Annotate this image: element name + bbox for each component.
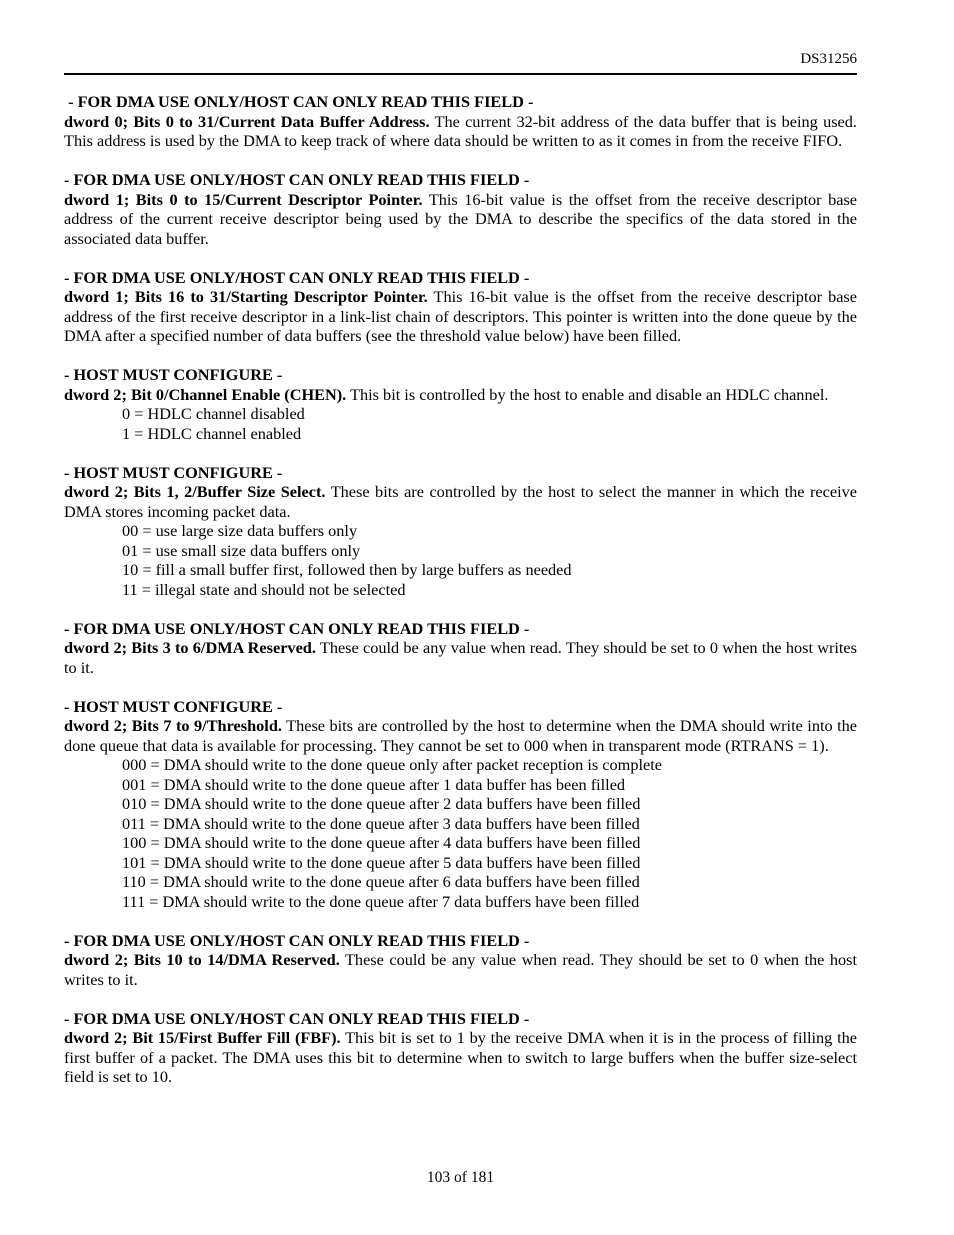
section-access-heading: - HOST MUST CONFIGURE - — [64, 462, 283, 482]
field-title: dword 2; Bit 15/First Buffer Fill (FBF). — [64, 1028, 341, 1047]
section-access-heading: - FOR DMA USE ONLY/HOST CAN ONLY READ THIS FIELD - — [64, 92, 534, 111]
field-description: These bits are controlled by the host to determine when the DMA should write into the done queue that data is available for processing. They cannot be set to 000 when in transparent mode (RTRANS = 1). — [64, 716, 857, 755]
field-paragraph — [64, 287, 857, 346]
field-section — [64, 619, 857, 678]
field-title: dword 1; Bits 0 to 15/Current Descriptor Pointer. — [64, 189, 423, 209]
value-list — [64, 404, 857, 443]
value-option: 001 = DMA should write to the done queue after 1 data buffer has been filled — [122, 774, 626, 794]
value-option: 110 = DMA should write to the done queue after 6 data buffers have been filled — [122, 872, 640, 891]
value-option: 00 = use large size data buffers only — [122, 521, 358, 540]
field-description: The current 32-bit address of the data buffer that is being used. This address is used by the DMA to keep track of where data should be written to as it comes in from the receive FIFO. — [64, 111, 857, 150]
field-paragraph — [64, 950, 857, 989]
field-paragraph — [64, 638, 857, 677]
field-description: This 16-bit value is the offset from the receive descriptor base address of the current receive descriptor being used by the DMA to describe the specifics of the data stored in the associated data buffer. — [64, 189, 858, 248]
field-section — [64, 268, 857, 346]
value-option: 0 = HDLC channel disabled — [122, 404, 305, 423]
field-paragraph — [64, 716, 857, 755]
field-description: This bit is controlled by the host to enable and disable an HDLC channel. — [350, 384, 829, 404]
page-number: 103 of 181 — [426, 1169, 495, 1186]
section-access-heading: - FOR DMA USE ONLY/HOST CAN ONLY READ THIS FIELD - — [64, 267, 530, 287]
section-access-heading: - FOR DMA USE ONLY/HOST CAN ONLY READ THIS FIELD - — [64, 618, 530, 638]
page-header — [64, 0, 857, 75]
field-paragraph — [64, 190, 857, 249]
field-description: These could be any value when read. They should be set to 0 when the host writes to it. — [64, 950, 857, 989]
field-section — [64, 1009, 857, 1087]
value-option: 101 = DMA should write to the done queue after 5 data buffers have been filled — [122, 852, 641, 872]
section-access-heading: - HOST MUST CONFIGURE - — [64, 365, 283, 384]
field-description: This bit is set to 1 by the receive DMA when it is in the process of filling the first buffer of a packet. The DMA uses this bit to determine when to switch to large buffers when the buffer size-select field is set to 10. — [64, 1028, 857, 1086]
field-title: dword 1; Bits 16 to 31/Starting Descriptor Pointer. — [64, 287, 428, 306]
value-option: 11 = illegal state and should not be selected — [122, 579, 406, 599]
value-option: 1 = HDLC channel enabled — [122, 423, 302, 443]
section-access-heading: - FOR DMA USE ONLY/HOST CAN ONLY READ THIS FIELD - — [64, 930, 530, 950]
value-option: 10 = fill a small buffer first, followed then by large buffers as needed — [122, 560, 572, 579]
section-access-heading: - HOST MUST CONFIGURE - — [64, 696, 283, 716]
field-description: These could be any value when read. They should be set to 0 when the host writes to it. — [64, 638, 857, 677]
field-title: dword 2; Bits 7 to 9/Threshold. — [64, 716, 282, 735]
field-paragraph — [64, 385, 857, 405]
field-title: dword 2; Bits 3 to 6/DMA Reserved. — [64, 638, 316, 657]
document-body — [64, 92, 857, 1087]
value-option: 000 = DMA should write to the done queue only after packet reception is complete — [122, 755, 662, 774]
value-list — [64, 521, 857, 599]
field-paragraph — [64, 112, 857, 151]
field-section — [64, 92, 857, 151]
field-section — [64, 697, 857, 912]
field-section — [64, 170, 857, 248]
value-list — [64, 755, 857, 911]
field-section — [64, 365, 857, 443]
field-description: This 16-bit value is the offset from the receive descriptor base address of the first receive descriptor in a link-list chain of descriptors. This pointer is written into the done queue by the DMA after a specified number of data buffers (see the threshold value below) have been filled. — [64, 287, 857, 345]
field-title: dword 2; Bits 1, 2/Buffer Size Select. — [64, 482, 326, 501]
field-title: dword 2; Bit 0/Channel Enable (CHEN). — [64, 384, 347, 404]
field-description: These bits are controlled by the host to select the manner in which the receive DMA stores incoming packet data. — [64, 482, 857, 521]
value-option: 010 = DMA should write to the done queue after 2 data buffers have been filled — [122, 794, 641, 813]
value-option: 100 = DMA should write to the done queue after 4 data buffers have been filled — [122, 833, 641, 852]
section-access-heading: - FOR DMA USE ONLY/HOST CAN ONLY READ THIS FIELD - — [64, 1008, 530, 1028]
document-id: DS31256 — [800, 51, 857, 67]
field-section — [64, 931, 857, 990]
value-option: 01 = use small size data buffers only — [122, 540, 361, 560]
value-option: 111 = DMA should write to the done queue after 7 data buffers have been filled — [122, 891, 640, 911]
field-section — [64, 463, 857, 600]
page-footer — [64, 1168, 857, 1187]
field-title: dword 2; Bits 10 to 14/DMA Reserved. — [64, 950, 340, 969]
section-access-heading: - FOR DMA USE ONLY/HOST CAN ONLY READ THIS FIELD - — [64, 170, 530, 189]
field-paragraph — [64, 482, 857, 521]
field-title: dword 0; Bits 0 to 31/Current Data Buffer Address. — [64, 111, 430, 131]
field-paragraph — [64, 1028, 857, 1087]
value-option: 011 = DMA should write to the done queue after 3 data buffers have been filled — [122, 813, 640, 833]
